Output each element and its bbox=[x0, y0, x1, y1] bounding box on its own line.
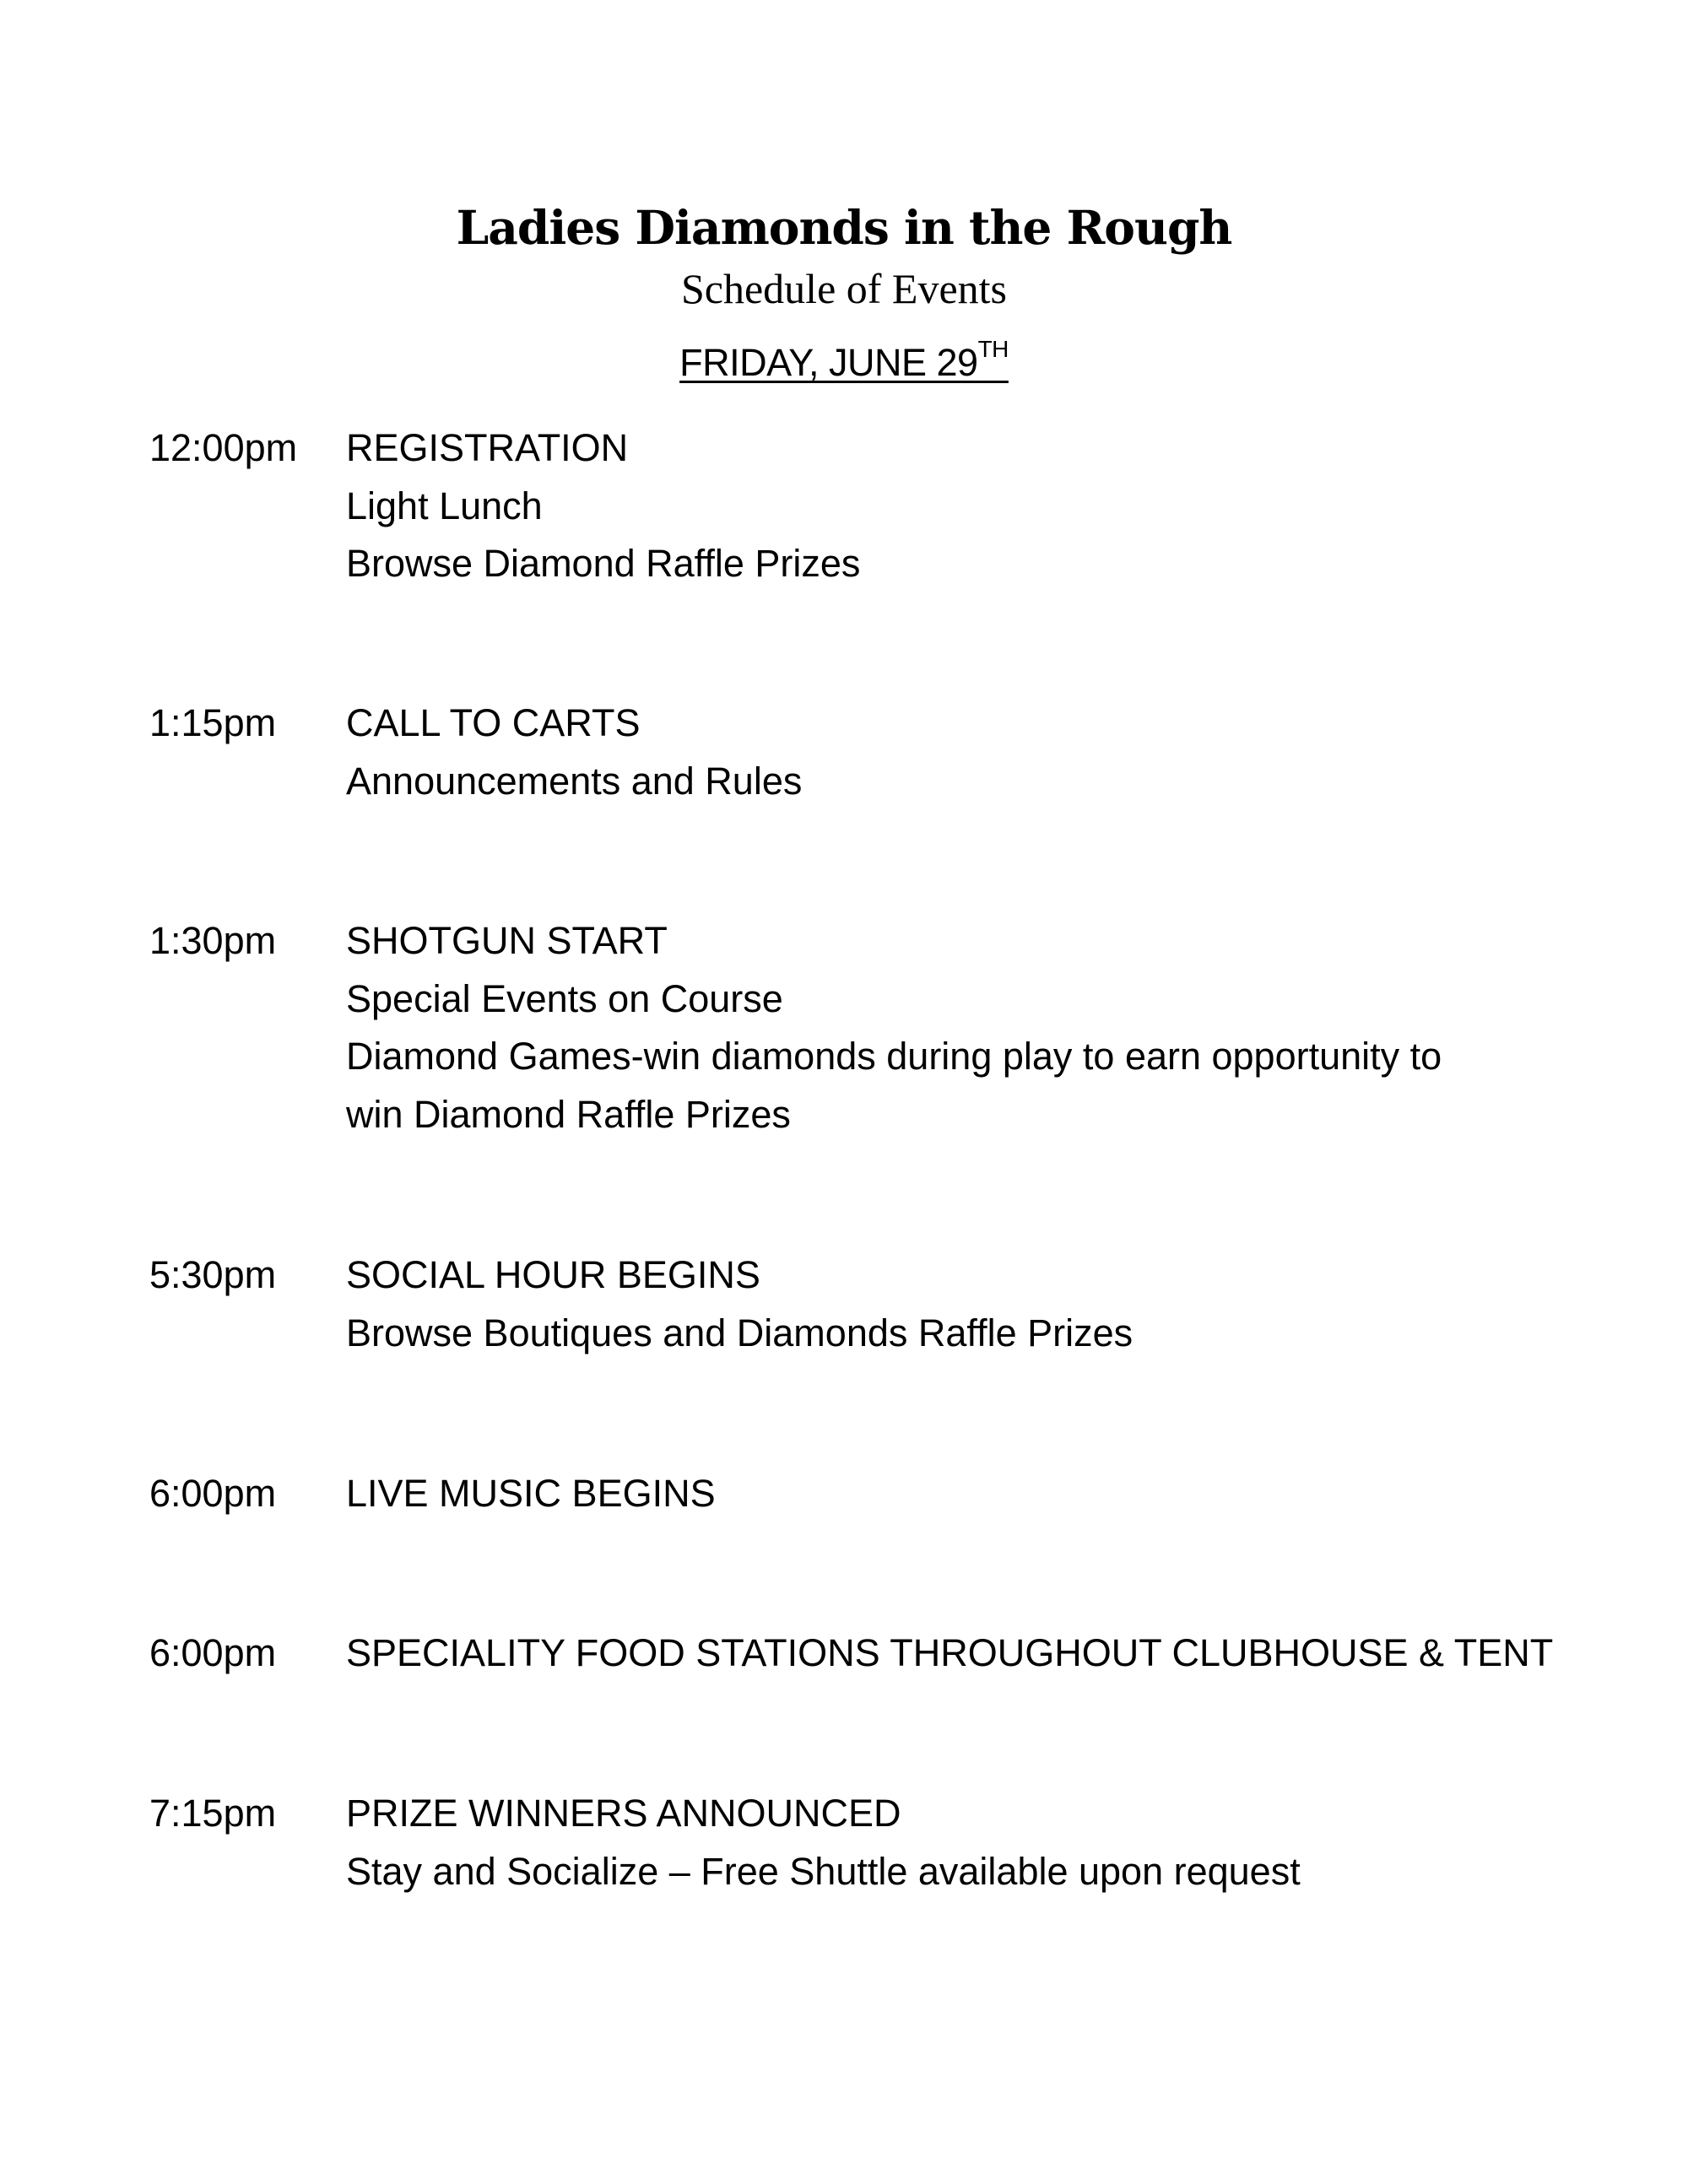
event-time: 6:00pm bbox=[149, 1472, 277, 1515]
event-time: 12:00pm bbox=[149, 426, 298, 469]
date-suffix: TH bbox=[977, 336, 1009, 362]
event-line: Announcements and Rules bbox=[346, 759, 803, 803]
event-time: 1:30pm bbox=[149, 919, 277, 962]
event-details bbox=[346, 912, 1595, 1143]
event-heading: REGISTRATION bbox=[346, 426, 629, 469]
event-time: 6:00pm bbox=[149, 1631, 277, 1674]
event-details bbox=[346, 1785, 1595, 1900]
document-subtitle: Schedule of Events bbox=[680, 265, 1007, 312]
event-heading: SOCIAL HOUR BEGINS bbox=[346, 1253, 760, 1296]
event-details bbox=[346, 1465, 1595, 1523]
event-line: Browse Boutiques and Diamonds Raffle Prizes bbox=[346, 1311, 1133, 1354]
event-time: 5:30pm bbox=[149, 1253, 277, 1296]
event-heading: PRIZE WINNERS ANNOUNCED bbox=[346, 1792, 901, 1835]
event-line: Light Lunch bbox=[346, 484, 543, 527]
event-time: 7:15pm bbox=[149, 1792, 277, 1835]
date-main: FRIDAY, JUNE 29 bbox=[679, 341, 978, 384]
event-heading: CALL TO CARTS bbox=[346, 701, 641, 744]
event-time: 1:15pm bbox=[149, 701, 277, 744]
event-details bbox=[346, 419, 1595, 593]
event-heading: LIVE MUSIC BEGINS bbox=[346, 1472, 716, 1515]
event-line: Browse Diamond Raffle Prizes bbox=[346, 542, 861, 585]
date-heading-row bbox=[0, 338, 1688, 388]
event-line: Special Events on Course bbox=[346, 976, 783, 1020]
event-details bbox=[346, 1624, 1595, 1683]
event-heading: SHOTGUN START bbox=[346, 919, 668, 962]
date-heading bbox=[679, 338, 1009, 388]
event-details bbox=[346, 695, 1595, 810]
event-line: Stay and Socialize – Free Shuttle available upon request bbox=[346, 1849, 1301, 1893]
event-heading: SPECIALITY FOOD STATIONS THROUGHOUT CLUBHOUSE & TENT bbox=[346, 1631, 1554, 1674]
event-details bbox=[346, 1246, 1595, 1362]
document-title: Ladies Diamonds in the Rough bbox=[456, 200, 1232, 255]
event-line: Diamond Games-win diamonds during play to earn opportunity to bbox=[346, 1035, 1442, 1078]
event-line: win Diamond Raffle Prizes bbox=[346, 1092, 791, 1136]
